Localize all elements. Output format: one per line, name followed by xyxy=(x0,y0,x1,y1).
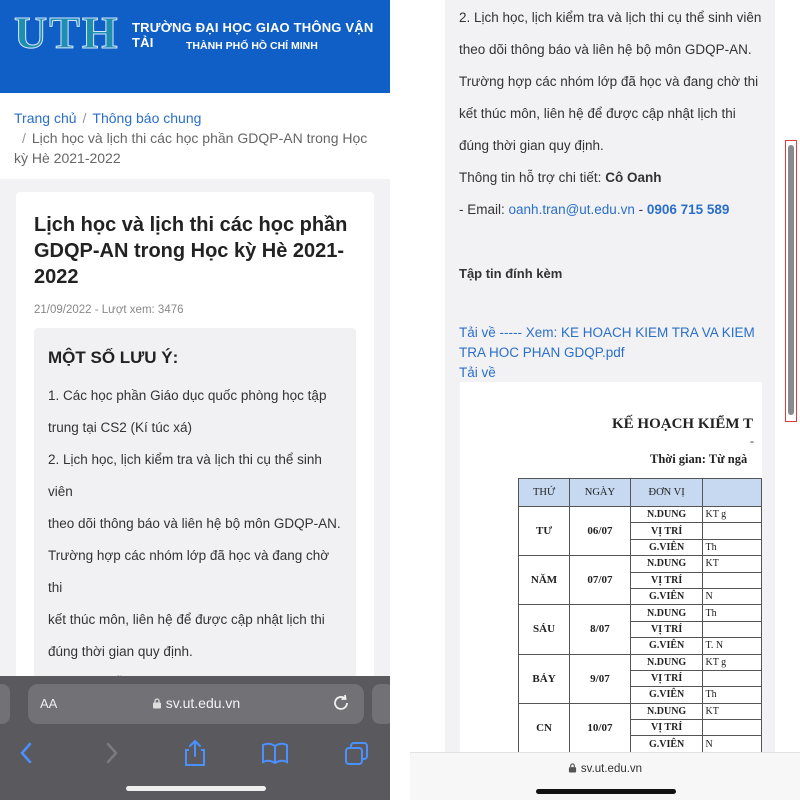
notes-box xyxy=(34,328,356,728)
day-cell: NĂM xyxy=(519,556,570,605)
role-cell: N.DUNG xyxy=(630,556,703,572)
home-indicator xyxy=(536,789,676,794)
value-cell xyxy=(703,720,762,736)
breadcrumb-current: Lịch học và lịch thi các học phần GDQP-AN trong Học kỳ Hè 2021-2022 xyxy=(14,130,368,166)
browser-bottom-bar xyxy=(410,752,800,800)
bookmarks-icon[interactable] xyxy=(260,738,290,768)
date-cell: 06/07 xyxy=(570,507,631,556)
text-line: Trường hợp các nhóm lớp đã học và đang chờ thi xyxy=(459,74,759,89)
date-cell: 10/07 xyxy=(570,703,631,752)
role-cell: G.VIÊN xyxy=(630,539,703,555)
uth-logo[interactable]: UTH xyxy=(14,7,120,58)
role-cell: N.DUNG xyxy=(630,507,703,523)
pdf-preview[interactable] xyxy=(460,382,762,752)
article-title: Lịch học và lịch thi các học phần GDQP-AN trong Học kỳ Hè 2021-2022 xyxy=(34,214,348,288)
notes-heading: MỘT SỐ LƯU Ý: xyxy=(48,348,179,367)
url-text: sv.ut.edu.vn xyxy=(165,695,241,711)
next-tab-peek[interactable] xyxy=(372,684,390,724)
home-indicator xyxy=(126,786,266,791)
value-cell: KT xyxy=(703,556,762,572)
note-line: 1. Các học phần Giáo dục quốc phòng học tập xyxy=(48,388,327,403)
breadcrumb-separator: / xyxy=(22,130,26,146)
note-line: kết thúc môn, liên hệ để được cập nhật lịch thi xyxy=(48,612,325,627)
scrollbar[interactable] xyxy=(785,140,797,422)
day-cell: TƯ xyxy=(519,507,570,556)
day-cell: BẢY xyxy=(519,654,570,703)
address-text[interactable] xyxy=(410,763,800,775)
attachments-heading: Tập tin đính kèm xyxy=(459,266,563,281)
note-line: đúng thời gian quy định. xyxy=(48,644,193,659)
role-cell: VỊ TRÍ xyxy=(630,670,703,686)
breadcrumb-section-link[interactable]: Thông báo chung xyxy=(92,110,202,126)
school-name-line1: TRƯỜNG ĐẠI HỌC GIAO THÔNG VẬN TẢI xyxy=(132,20,374,50)
role-cell: N.DUNG xyxy=(630,605,703,621)
role-cell: VỊ TRÍ xyxy=(630,572,703,588)
email-prefix: - Email: xyxy=(459,202,505,217)
table-header-row xyxy=(519,479,762,507)
role-cell: VỊ TRÍ xyxy=(630,523,703,539)
tabs-icon[interactable] xyxy=(342,738,372,768)
role-cell: VỊ TRÍ xyxy=(630,621,703,637)
lock-icon xyxy=(152,698,162,709)
attachment-view-link[interactable]: Tải về ----- Xem: KE HOACH KIEM TRA VA KIEM xyxy=(459,325,755,340)
back-icon[interactable] xyxy=(12,738,42,768)
date-cell: 8/07 xyxy=(570,605,631,654)
text-line: kết thúc môn, liên hệ để được cập nhật lịch thi xyxy=(459,106,736,121)
browser-nav-row xyxy=(0,734,390,774)
address-text xyxy=(28,695,364,711)
role-cell: G.VIÊN xyxy=(630,687,703,703)
article-meta: 21/09/2022 - Lượt xem: 3476 xyxy=(34,304,184,316)
table-row xyxy=(519,507,762,523)
url-text: sv.ut.edu.vn xyxy=(580,763,643,775)
forward-icon[interactable] xyxy=(96,738,126,768)
contact-dash: - xyxy=(634,202,647,217)
column-header: ĐƠN VỊ xyxy=(630,479,703,507)
prev-tab-peek[interactable] xyxy=(0,684,10,724)
value-cell: KT g xyxy=(703,507,762,523)
breadcrumb-separator: / xyxy=(82,110,87,126)
day-cell: CN xyxy=(519,703,570,752)
value-cell xyxy=(703,670,762,686)
note-line: trung tại CS2 (Kí túc xá) xyxy=(48,420,193,435)
text-line: 2. Lịch học, lịch kiểm tra và lịch thi cụ thể sinh viên xyxy=(459,10,762,25)
browser-toolbar xyxy=(0,676,390,800)
support-name: Cô Oanh xyxy=(605,170,662,185)
column-header xyxy=(703,479,762,507)
role-cell: N.DUNG xyxy=(630,703,703,719)
email-link[interactable]: oanh.tran@ut.edu.vn xyxy=(508,202,635,217)
note-line: 2. Lịch học, lịch kiểm tra và lịch thi cụ thể sinh viên xyxy=(48,452,322,499)
lock-icon xyxy=(568,763,577,773)
role-cell: VỊ TRÍ xyxy=(630,720,703,736)
pdf-time-label: Thời gian: Từ ngà xyxy=(650,452,748,466)
contact-line xyxy=(459,200,729,220)
day-cell: SÁU xyxy=(519,605,570,654)
value-cell: T. N xyxy=(703,638,762,654)
pdf-title: KẾ HOẠCH KIỂM T xyxy=(612,416,753,432)
reload-icon[interactable] xyxy=(330,692,352,714)
value-cell: Th xyxy=(703,605,762,621)
value-cell: KT xyxy=(703,703,762,719)
pdf-dash: - xyxy=(750,434,754,448)
date-cell: 07/07 xyxy=(570,556,631,605)
table-row xyxy=(519,556,762,572)
table-row xyxy=(519,654,762,670)
note-line: Trường hợp các nhóm lớp đã học và đang chờ thi xyxy=(48,548,330,595)
article-content-panel xyxy=(445,0,775,752)
breadcrumb xyxy=(0,93,390,179)
text-line: đúng thời gian quy định. xyxy=(459,138,604,153)
right-phone-screen xyxy=(410,0,800,800)
breadcrumb-home-link[interactable]: Trang chủ xyxy=(14,110,77,126)
phone-link[interactable]: 0906 715 589 xyxy=(646,202,730,217)
support-label: Thông tin hỗ trợ chi tiết: xyxy=(459,170,602,185)
address-bar[interactable] xyxy=(28,684,364,724)
value-cell xyxy=(703,621,762,637)
table-row xyxy=(519,605,762,621)
value-cell xyxy=(703,572,762,588)
role-cell: G.VIÊN xyxy=(630,588,703,604)
download-link[interactable]: Tải về xyxy=(459,365,496,380)
value-cell: Th xyxy=(703,539,762,555)
role-cell: G.VIÊN xyxy=(630,736,703,752)
attachment-view-link[interactable]: TRA HOC PHAN GDQP.pdf xyxy=(459,345,625,360)
article-card xyxy=(16,192,374,712)
value-cell: N xyxy=(703,588,762,604)
text-line: theo dõi thông báo và liên hệ bộ môn GDQP-AN. xyxy=(459,42,752,57)
role-cell: N.DUNG xyxy=(630,654,703,670)
value-cell: N xyxy=(703,736,762,752)
site-header xyxy=(0,0,390,93)
note-line: theo dõi thông báo và liên hệ bộ môn GDQP-AN. xyxy=(48,516,341,531)
schedule-table xyxy=(518,478,762,752)
column-header: NGÀY xyxy=(570,479,631,507)
text-size-button[interactable]: AA xyxy=(40,696,58,711)
table-row xyxy=(519,703,762,719)
role-cell: G.VIÊN xyxy=(630,638,703,654)
school-name-line2: THÀNH PHỐ HỒ CHÍ MINH xyxy=(186,40,318,52)
share-icon[interactable] xyxy=(180,738,210,768)
value-cell: Th xyxy=(703,687,762,703)
column-header: THỨ xyxy=(519,479,570,507)
date-cell: 9/07 xyxy=(570,654,631,703)
value-cell: KT g xyxy=(703,654,762,670)
support-line xyxy=(459,168,661,188)
scrollbar-thumb[interactable] xyxy=(788,145,794,415)
left-phone-screen xyxy=(0,0,390,800)
value-cell xyxy=(703,523,762,539)
